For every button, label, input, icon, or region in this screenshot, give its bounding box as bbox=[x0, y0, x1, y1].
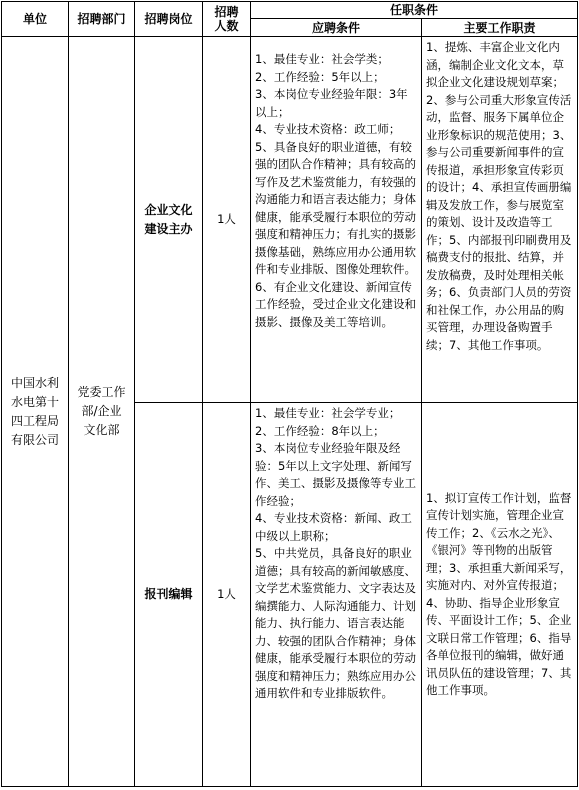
condition-item: 6、有企业文化建设、新闻宣传工作经验，受过企业文化建设和摄影、摄像及美工等培训。 bbox=[255, 279, 416, 329]
post-cell: 企业文化建设主办 bbox=[135, 37, 203, 403]
conditions-cell bbox=[251, 403, 422, 787]
header-unit: 单位 bbox=[2, 2, 69, 37]
condition-item: 4、专业技术资格：政工师； bbox=[255, 122, 401, 136]
conditions-cell bbox=[251, 37, 422, 403]
condition-item: 3、本岗位专业经验年限：3年以上； bbox=[255, 87, 408, 119]
unit-cell: 中国水利水电第十四工程局有限公司 bbox=[2, 37, 69, 787]
header-dept: 招聘部门 bbox=[69, 2, 135, 37]
header-requirements: 任职条件 bbox=[251, 2, 578, 19]
condition-item: 4、专业技术资格：新闻、政工中级以上职称； bbox=[255, 511, 412, 543]
header-duties: 主要工作职责 bbox=[422, 19, 578, 37]
count-cell: 1人 bbox=[203, 403, 251, 787]
condition-item: 1、最佳专业：社会学专业； bbox=[255, 406, 401, 420]
duties-cell: 1、提炼、丰富企业文化内涵，编制企业文化文本，草拟企业文化建设规划草案；2、参与公司重大形象宣传活动，监督、服务下属单位企业形象标识的规范使用；3、参与公司重要新闻事件的宣传报道，承担形象宣传彩页的设计；4、承担宣传画册编辑及发放工作，参与展览室的策划、设计及改造等工作；5、内部报刊印刷费用及稿费支付的报批、结算，并发放稿费，及时处理相关帐务；6、负责部门人员的劳资和社保工作，办公用品的购买管理，办理设备购置手续；7、其他工作事项。 bbox=[422, 37, 578, 403]
duties-cell: 1、拟订宣传工作计划，监督宣传计划实施，管理企业宣传工作；2、《云水之光》、《银河》等刊物的出版管理；3、承担重大新闻采写，实施对内、对外宣传报道；4、协助、指导企业形象宣传、平面设计工作；5、企业文联日常工作管理；6、指导各单位报刊的编辑，做好通讯员队伍的建设管理；7、其他工作事项。 bbox=[422, 403, 578, 787]
header-post: 招聘岗位 bbox=[135, 2, 203, 37]
header-count: 招聘人数 bbox=[203, 2, 251, 37]
condition-item: 5、中共党员，具备良好的职业道德；具有较高的新闻敏感度、文学艺术鉴赏能力、文字表达及编撰能力、人际沟通能力、计划能力、执行能力、语言表达能力、较强的团队合作精神；身体健康，能承受履行本职位的劳动强度和精神压力；熟练应用办公通用软件和专业排版软件。 bbox=[255, 546, 416, 700]
recruitment-table bbox=[1, 1, 578, 787]
condition-item: 2、工作经验：8年以上； bbox=[255, 423, 385, 438]
condition-item: 3、本岗位专业经验年限及经验：5年以上文字处理、新闻写作、美工、摄影及摄像等专业工作经验； bbox=[255, 441, 416, 508]
condition-item: 5、具备良好的职业道德，有较强的团队合作精神；具有较高的写作及艺术鉴赏能力，有较强的沟通能力和语言表达能力；身体健康，能承受履行本职位的劳动强度和精神压力；有扎实的摄影摄像基础，熟练应用办公通用软件和专业排版、图像处理软件。 bbox=[255, 139, 416, 276]
header-conditions: 应聘条件 bbox=[251, 19, 422, 37]
count-cell: 1人 bbox=[203, 37, 251, 403]
post-cell: 报刊编辑 bbox=[135, 403, 203, 787]
condition-item: 1、最佳专业：社会学类； bbox=[255, 52, 389, 66]
dept-cell: 党委工作部/企业文化部 bbox=[69, 37, 135, 787]
condition-item: 2、工作经验：5年以上； bbox=[255, 69, 385, 84]
